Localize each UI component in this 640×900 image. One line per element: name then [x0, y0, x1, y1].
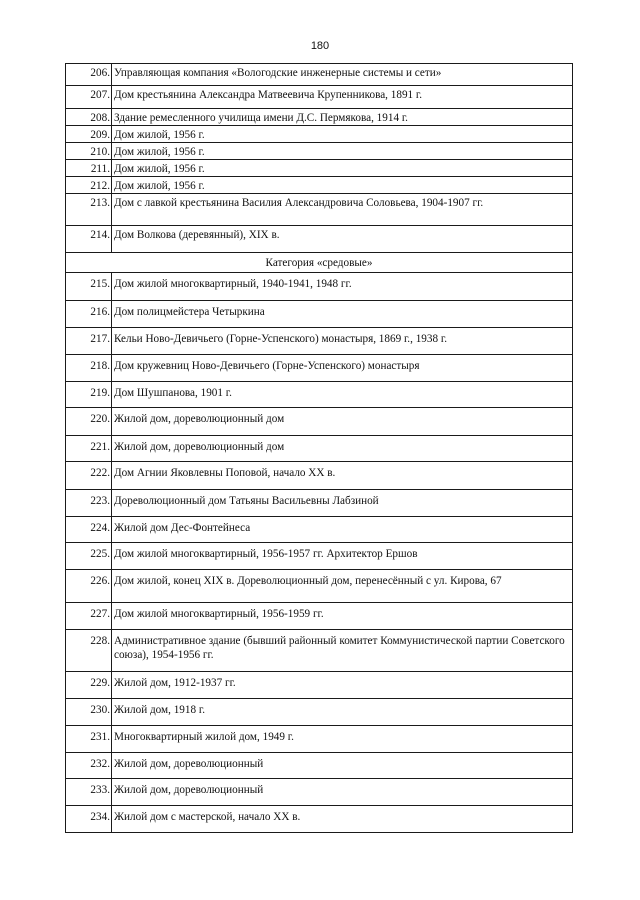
- category-heading: Категория «средовые»: [66, 253, 573, 273]
- row-number: 234.: [66, 806, 112, 833]
- row-number: 219.: [66, 382, 112, 408]
- table-row: [66, 64, 573, 86]
- row-number: 212.: [66, 177, 112, 194]
- row-number: 211.: [66, 160, 112, 177]
- row-number: 226.: [66, 570, 112, 603]
- row-number: 231.: [66, 726, 112, 753]
- row-number: 232.: [66, 753, 112, 779]
- object-name: Дом жилой многоквартирный, 1940-1941, 1948 гг.: [112, 273, 573, 301]
- table-row: [66, 126, 573, 143]
- object-name: Дореволюционный дом Татьяны Васильевны Лабзиной: [112, 490, 573, 517]
- category-row: [66, 253, 573, 273]
- row-number: 218.: [66, 355, 112, 382]
- object-name: Жилой дом, 1918 г.: [112, 699, 573, 726]
- object-name: Жилой дом, дореволюционный: [112, 753, 573, 779]
- object-name: Дом жилой многоквартирный, 1956-1957 гг. Архитектор Ершов: [112, 543, 573, 570]
- object-name: Здание ремесленного училища имени Д.С. Пермякова, 1914 г.: [112, 109, 573, 126]
- table-row: [66, 779, 573, 806]
- table-row: [66, 143, 573, 160]
- row-number: 224.: [66, 517, 112, 543]
- object-name: Жилой дом Дес-Фонтейнеса: [112, 517, 573, 543]
- row-number: 225.: [66, 543, 112, 570]
- table-row: [66, 273, 573, 301]
- object-name: Дом кружевниц Ново-Девичьего (Горне-Успенского) монастыря: [112, 355, 573, 382]
- object-name: Дом Шушпанова, 1901 г.: [112, 382, 573, 408]
- row-number: 209.: [66, 126, 112, 143]
- object-name: Дом жилой, 1956 г.: [112, 143, 573, 160]
- table-row: [66, 603, 573, 630]
- row-number: 222.: [66, 462, 112, 490]
- table-row: [66, 490, 573, 517]
- table-row: [66, 355, 573, 382]
- object-name: Дом Волкова (деревянный), XIX в.: [112, 226, 573, 253]
- table-row: [66, 570, 573, 603]
- row-number: 210.: [66, 143, 112, 160]
- table-row: [66, 194, 573, 226]
- table-row: [66, 672, 573, 699]
- object-name: Жилой дом с мастерской, начало XX в.: [112, 806, 573, 833]
- row-number: 227.: [66, 603, 112, 630]
- table-row: [66, 226, 573, 253]
- object-name: Дом жилой многоквартирный, 1956-1959 гг.: [112, 603, 573, 630]
- row-number: 223.: [66, 490, 112, 517]
- table-row: [66, 462, 573, 490]
- row-number: 206.: [66, 64, 112, 86]
- row-number: 213.: [66, 194, 112, 226]
- row-number: 221.: [66, 436, 112, 462]
- object-name: Дом жилой, конец XIX в. Дореволюционный дом, перенесённый с ул. Кирова, 67: [112, 570, 573, 603]
- table-row: [66, 177, 573, 194]
- page-number: 180: [310, 40, 330, 52]
- table-row: [66, 328, 573, 355]
- row-number: 207.: [66, 86, 112, 109]
- table-row: [66, 301, 573, 328]
- row-number: 229.: [66, 672, 112, 699]
- row-number: 216.: [66, 301, 112, 328]
- table-row: [66, 408, 573, 436]
- row-number: 208.: [66, 109, 112, 126]
- table-row: [66, 753, 573, 779]
- row-number: 230.: [66, 699, 112, 726]
- object-name: Дом жилой, 1956 г.: [112, 126, 573, 143]
- object-name: Жилой дом, 1912-1937 гг.: [112, 672, 573, 699]
- object-name: Дом полицмейстера Четыркина: [112, 301, 573, 328]
- object-name: Дом с лавкой крестьянина Василия Александровича Соловьева, 1904-1907 гг.: [112, 194, 573, 226]
- table-row: [66, 86, 573, 109]
- row-number: 217.: [66, 328, 112, 355]
- table-row: [66, 517, 573, 543]
- row-number: 220.: [66, 408, 112, 436]
- table-row: [66, 160, 573, 177]
- object-name: Управляющая компания «Вологодские инженерные системы и сети»: [112, 64, 573, 86]
- table-row: [66, 726, 573, 753]
- row-number: 233.: [66, 779, 112, 806]
- object-name: Дом жилой, 1956 г.: [112, 177, 573, 194]
- table-row: [66, 543, 573, 570]
- object-name: Дом жилой, 1956 г.: [112, 160, 573, 177]
- table-row: [66, 436, 573, 462]
- object-name: Дом Агнии Яковлевны Поповой, начало XX в.: [112, 462, 573, 490]
- object-name: Кельи Ново-Девичьего (Горне-Успенского) монастыря, 1869 г., 1938 г.: [112, 328, 573, 355]
- table-row: [66, 806, 573, 833]
- object-name: Жилой дом, дореволюционный дом: [112, 436, 573, 462]
- table-row: [66, 630, 573, 672]
- object-name: Административное здание (бывший районный комитет Коммунистической партии Советского союза), 1954-1956 гг.: [112, 630, 573, 672]
- row-number: 214.: [66, 226, 112, 253]
- row-number: 228.: [66, 630, 112, 672]
- table-row: [66, 699, 573, 726]
- object-name: Многоквартирный жилой дом, 1949 г.: [112, 726, 573, 753]
- table-row: [66, 382, 573, 408]
- row-number: 215.: [66, 273, 112, 301]
- object-name: Жилой дом, дореволюционный дом: [112, 408, 573, 436]
- table-row: [66, 109, 573, 126]
- monuments-table: [65, 63, 573, 833]
- object-name: Дом крестьянина Александра Матвеевича Крупенникова, 1891 г.: [112, 86, 573, 109]
- object-name: Жилой дом, дореволюционный: [112, 779, 573, 806]
